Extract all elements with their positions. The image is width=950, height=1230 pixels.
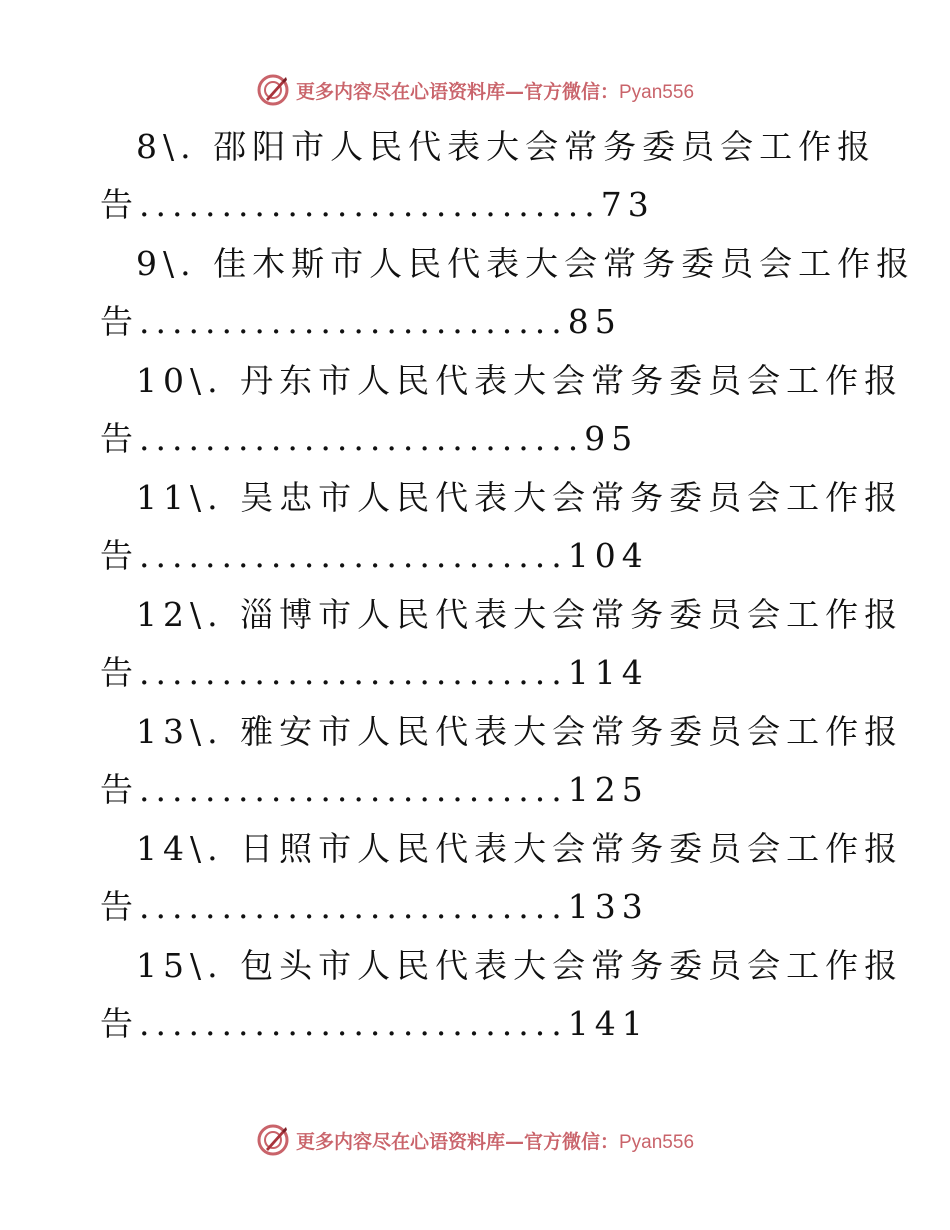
toc-entry-leader-line [100, 761, 860, 819]
toc-entry-title: 日照市人民代表大会常务委员会工作报 [240, 829, 904, 868]
toc-entry-page: 133 [567, 887, 649, 926]
toc-entry-title: 吴忠市人民代表大会常务委员会工作报 [240, 478, 904, 517]
toc-entry-title-line [100, 235, 916, 293]
wechat-id: Pyan556 [619, 81, 695, 103]
toc-entry-title-line [100, 820, 904, 878]
toc-entry-dots: .......................... [139, 887, 568, 926]
toc-entry-title-tail: 告 [100, 770, 139, 809]
toc-entry[interactable] [100, 118, 877, 235]
header-banner-text: 更多内容尽在心语资料库—官方微信：Pyan556 [295, 80, 695, 103]
toc-entry-dots: .......................... [139, 1004, 568, 1043]
footer-banner-text: 更多内容尽在心语资料库—官方微信：Pyan556 [295, 1130, 695, 1153]
toc-entry-dots: ........................... [139, 419, 585, 458]
header-banner-content [256, 73, 694, 107]
toc-entry-dots: .......................... [139, 770, 568, 809]
toc-entry-leader-line [100, 995, 860, 1053]
pen-logo-icon [256, 73, 290, 107]
toc-entry-title-tail: 告 [100, 1004, 139, 1043]
toc-entry-page: 114 [567, 653, 649, 692]
toc-entry-title: 雅安市人民代表大会常务委员会工作报 [240, 712, 904, 751]
toc-entry-title-line [100, 118, 877, 176]
table-of-contents [100, 118, 916, 1054]
toc-entry-title: 淄博市人民代表大会常务委员会工作报 [240, 595, 904, 634]
footer-banner [0, 1120, 950, 1160]
toc-entry-dots: .......................... [139, 302, 568, 341]
toc-entry-leader-line [100, 644, 860, 702]
toc-entry-leader-line [100, 293, 860, 351]
toc-entry-title-tail: 告 [100, 185, 139, 224]
toc-entry-leader-line [100, 878, 860, 936]
toc-entry-title-line [100, 586, 904, 644]
toc-entry[interactable] [100, 469, 904, 586]
toc-entry[interactable] [100, 235, 916, 352]
toc-entry[interactable] [100, 820, 904, 937]
toc-entry-page: 141 [567, 1004, 649, 1043]
toc-entry[interactable] [100, 703, 904, 820]
toc-entry-leader-line [100, 527, 860, 585]
toc-entry-page: 95 [584, 419, 639, 458]
toc-entry-page: 125 [567, 770, 649, 809]
toc-entry-title-tail: 告 [100, 887, 139, 926]
toc-entry-title: 佳木斯市人民代表大会常务委员会工作报 [213, 244, 916, 283]
toc-entry-title: 丹东市人民代表大会常务委员会工作报 [240, 361, 904, 400]
toc-entry-page: 73 [600, 185, 655, 224]
toc-entry-leader-line [100, 410, 860, 468]
toc-entry-number: 10\. [136, 361, 224, 400]
header-banner [0, 70, 950, 110]
toc-entry[interactable] [100, 352, 904, 469]
toc-entry[interactable] [100, 937, 904, 1054]
toc-entry-title: 包头市人民代表大会常务委员会工作报 [240, 946, 904, 985]
pen-logo-icon [256, 1123, 290, 1157]
wechat-id: Pyan556 [619, 1131, 695, 1153]
toc-entry-number: 9\. [136, 244, 197, 283]
toc-entry-title-line [100, 469, 904, 527]
toc-entry-number: 12\. [136, 595, 224, 634]
toc-entry-number: 13\. [136, 712, 224, 751]
toc-entry-number: 14\. [136, 829, 224, 868]
toc-entry-dots: .......................... [139, 536, 568, 575]
toc-entry-title-tail: 告 [100, 302, 139, 341]
toc-entry-title-tail: 告 [100, 419, 139, 458]
toc-entry-dots: ............................ [139, 185, 601, 224]
toc-entry-title: 邵阳市人民代表大会常务委员会工作报 [213, 127, 877, 166]
toc-entry-page: 85 [567, 302, 622, 341]
toc-entry-dots: .......................... [139, 653, 568, 692]
toc-entry-number: 8\. [136, 127, 197, 166]
toc-entry[interactable] [100, 586, 904, 703]
toc-entry-number: 15\. [136, 946, 224, 985]
toc-entry-number: 11\. [136, 478, 224, 517]
footer-banner-content [256, 1123, 694, 1157]
toc-entry-leader-line [100, 176, 860, 234]
toc-entry-title-tail: 告 [100, 536, 139, 575]
toc-entry-title-line [100, 703, 904, 761]
toc-entry-title-line [100, 352, 904, 410]
toc-entry-title-line [100, 937, 904, 995]
toc-entry-title-tail: 告 [100, 653, 139, 692]
toc-entry-page: 104 [567, 536, 649, 575]
